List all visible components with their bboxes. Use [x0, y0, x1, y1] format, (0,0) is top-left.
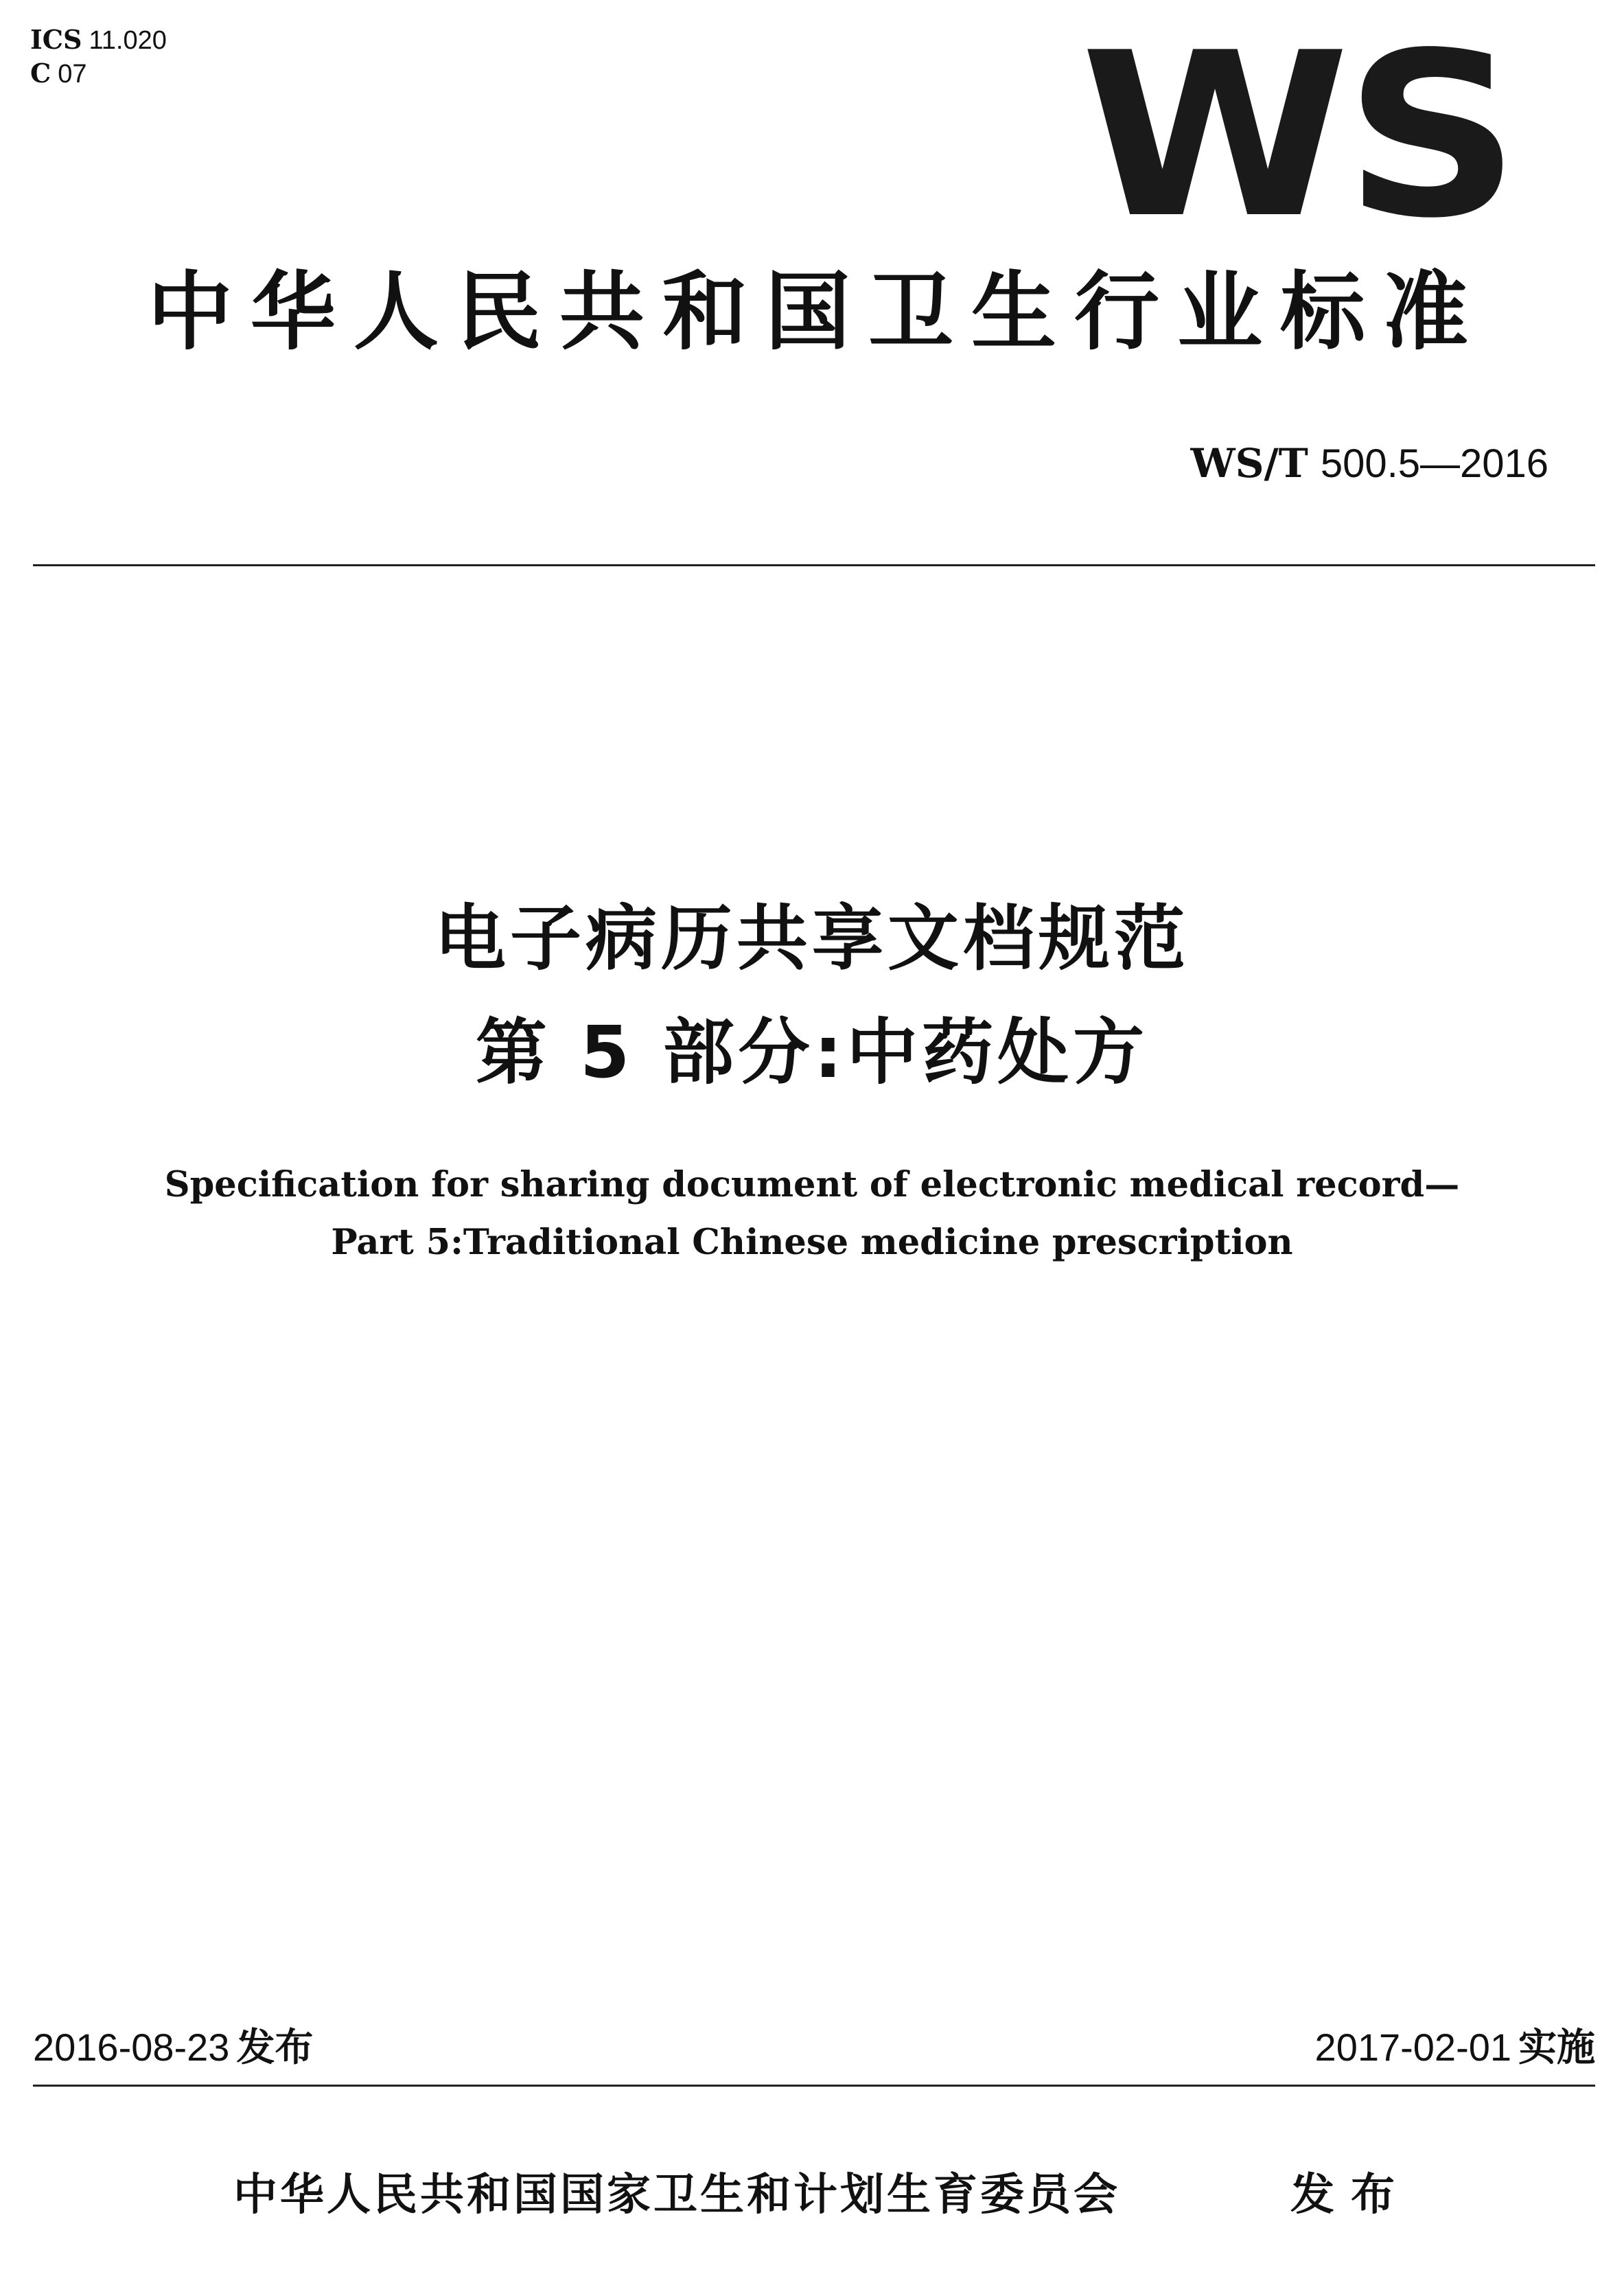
implementation-date-label: 实施 [1518, 2026, 1595, 2070]
document-title-en-line1: Specification for sharing document of electronic medical record— [164, 1164, 1460, 1205]
ccs-code [30, 57, 167, 91]
ics-code [30, 23, 167, 57]
ics-value: 11.020 [89, 26, 167, 55]
industry-standard-title: 中华人民共和国卫生行业标准 [147, 263, 1486, 362]
ccs-label: C [30, 58, 51, 89]
document-title-zh-line1: 电子病历共享文档规范 [434, 896, 1190, 980]
top-divider [33, 564, 1595, 566]
standard-prefix: WS/T [1190, 440, 1308, 487]
implementation-date-value: 2017-02-01 [1314, 2026, 1511, 2069]
document-title-zh-line2: 第 5 部分:中药处方 [475, 1010, 1149, 1094]
standard-code: 500.5—2016 [1320, 441, 1548, 486]
ccs-value: 07 [58, 60, 87, 89]
issue-date [33, 2024, 313, 2072]
implementation-date [1315, 2024, 1595, 2072]
standard-number [1190, 439, 1548, 488]
classification-codes [30, 23, 167, 91]
publisher-name: 中华人民共和国国家卫生和计划生育委员会 [233, 2170, 1120, 2220]
publisher-action: 发布 [1290, 2170, 1411, 2220]
ics-label: ICS [30, 24, 82, 55]
issue-date-value: 2016-08-23 [33, 2026, 230, 2069]
issue-date-label: 发布 [236, 2026, 314, 2070]
ws-logo: WS [1080, 4, 1515, 268]
document-title-en-line2: Part 5:Traditional Chinese medicine prescription [331, 1222, 1293, 1263]
bottom-divider [33, 2085, 1595, 2087]
